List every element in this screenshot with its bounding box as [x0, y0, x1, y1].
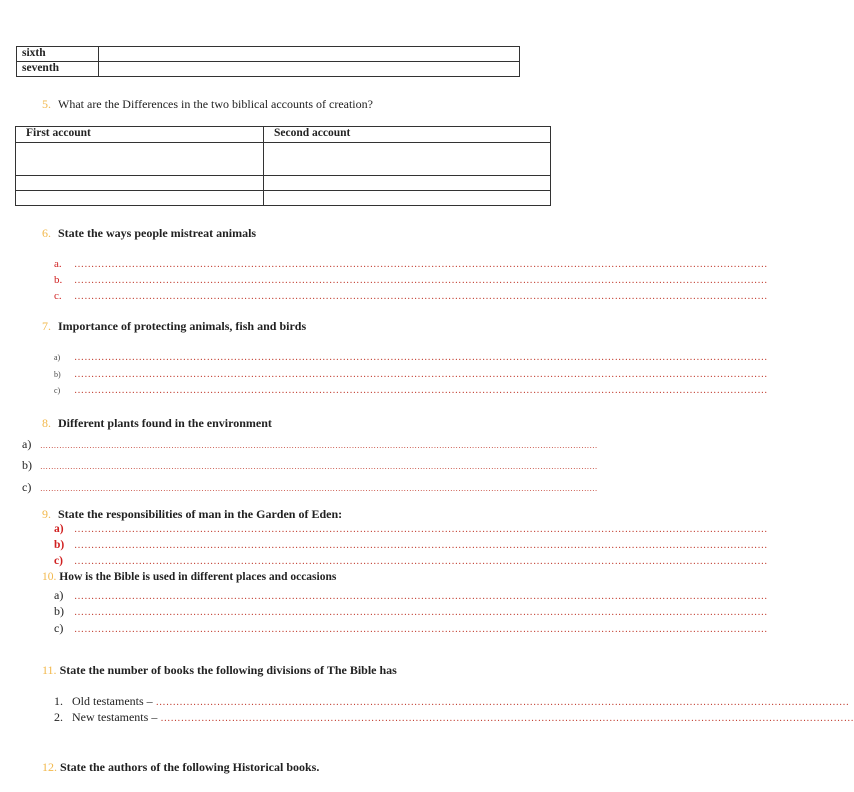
- dotted-line: ……………………………………………………………………………………………………………………………………………………………………………………: [74, 540, 768, 551]
- question-text: What are the Differences in the two biblical accounts of creation?: [58, 97, 373, 111]
- dotted-line: ……………………………………………………………………………………………………………………………………………………………………………………: [40, 462, 598, 471]
- question-number: 12.: [42, 760, 57, 774]
- blank-cell[interactable]: [99, 47, 520, 62]
- item-number: 2.: [54, 710, 63, 724]
- answer-line[interactable]: [22, 480, 598, 495]
- answer-line[interactable]: [54, 710, 854, 725]
- accounts-table: [15, 126, 551, 206]
- answer-label: a): [54, 588, 64, 602]
- answer-label: a): [54, 523, 64, 535]
- answer-label: c): [54, 386, 61, 395]
- column-header: First account: [16, 127, 264, 143]
- question-text: Importance of protecting animals, fish and birds: [58, 319, 307, 333]
- item-label: Old testaments –: [72, 694, 153, 708]
- question-12: [42, 760, 319, 775]
- table-header-row: [16, 127, 551, 143]
- answer-line[interactable]: [54, 539, 768, 551]
- answer-label: a): [54, 353, 61, 362]
- answer-line[interactable]: [22, 458, 598, 473]
- blank-cell[interactable]: [264, 191, 551, 206]
- question-number: 9.: [42, 507, 51, 521]
- table-row: [16, 143, 551, 176]
- dotted-line: ……………………………………………………………………………………………………………………………………………………………………………………: [74, 607, 768, 618]
- column-header: Second account: [264, 127, 551, 143]
- answer-line[interactable]: [54, 588, 768, 603]
- dotted-line: ……………………………………………………………………………………………………………………………………………………………………………………: [74, 369, 768, 380]
- question-number: 10.: [42, 571, 57, 583]
- question-9: [42, 507, 342, 522]
- dotted-line: ……………………………………………………………………………………………………………………………………………………………………………………: [74, 275, 768, 286]
- answer-label: b): [54, 604, 64, 618]
- answer-line[interactable]: [54, 274, 768, 286]
- answer-label: a): [22, 437, 32, 451]
- question-number: 11.: [42, 663, 57, 677]
- dotted-line: ……………………………………………………………………………………………………………………………………………………………………………………: [160, 713, 854, 724]
- question-text: State the responsibilities of man in the Garden of Eden:: [58, 507, 343, 521]
- answer-label: b): [22, 458, 32, 472]
- dotted-line: ……………………………………………………………………………………………………………………………………………………………………………………: [40, 441, 598, 450]
- answer-line[interactable]: [22, 437, 598, 452]
- answer-line[interactable]: [54, 621, 768, 636]
- question-text: Different plants found in the environment: [58, 416, 272, 430]
- question-5: [42, 97, 373, 112]
- blank-cell[interactable]: [264, 176, 551, 191]
- day-cell: sixth: [17, 47, 99, 62]
- day-cell: seventh: [17, 62, 99, 77]
- answer-line[interactable]: [54, 385, 768, 396]
- dotted-line: ……………………………………………………………………………………………………………………………………………………………………………………: [74, 524, 768, 535]
- answer-line[interactable]: [54, 694, 850, 709]
- blank-cell[interactable]: [16, 143, 264, 176]
- answer-label: b): [54, 539, 65, 551]
- question-6: [42, 226, 256, 241]
- item-number: 1.: [54, 694, 63, 708]
- question-number: 6.: [42, 226, 51, 240]
- table-row: [16, 191, 551, 206]
- answer-label: b.: [54, 274, 63, 286]
- answer-label: c): [54, 621, 64, 635]
- answer-label: a.: [54, 258, 62, 270]
- blank-cell[interactable]: [99, 62, 520, 77]
- table-row: [16, 176, 551, 191]
- dotted-line: ……………………………………………………………………………………………………………………………………………………………………………………: [40, 484, 598, 493]
- question-number: 7.: [42, 319, 51, 333]
- dotted-line: ……………………………………………………………………………………………………………………………………………………………………………………: [74, 352, 768, 363]
- answer-line[interactable]: [54, 290, 768, 302]
- blank-cell[interactable]: [264, 143, 551, 176]
- item-label: New testaments –: [72, 710, 158, 724]
- blank-cell[interactable]: [16, 176, 264, 191]
- answer-label: c): [54, 555, 63, 567]
- dotted-line: ……………………………………………………………………………………………………………………………………………………………………………………: [74, 624, 768, 635]
- question-number: 8.: [42, 416, 51, 430]
- answer-label: c.: [54, 290, 62, 302]
- table-row: [17, 62, 520, 77]
- blank-cell[interactable]: [16, 191, 264, 206]
- question-10: [42, 571, 336, 583]
- dotted-line: ……………………………………………………………………………………………………………………………………………………………………………………: [74, 556, 768, 567]
- question-number: 5.: [42, 97, 51, 111]
- answer-label: b): [54, 370, 61, 379]
- dotted-line: ……………………………………………………………………………………………………………………………………………………………………………………: [74, 385, 768, 396]
- table-row: [17, 47, 520, 62]
- days-table: [16, 46, 520, 77]
- question-text: State the number of books the following divisions of The Bible has: [59, 663, 397, 677]
- answer-line[interactable]: [54, 258, 768, 270]
- answer-line[interactable]: [54, 369, 768, 380]
- answer-line[interactable]: [54, 352, 768, 363]
- dotted-line: ……………………………………………………………………………………………………………………………………………………………………………………: [74, 259, 768, 270]
- question-text: How is the Bible is used in different places and occasions: [59, 571, 337, 583]
- answer-line[interactable]: [54, 604, 768, 619]
- dotted-line: ……………………………………………………………………………………………………………………………………………………………………………………: [155, 697, 850, 708]
- answer-line[interactable]: [54, 555, 768, 567]
- question-text: State the authors of the following Historical books.: [60, 760, 320, 774]
- question-text: State the ways people mistreat animals: [58, 226, 257, 240]
- question-8: [42, 416, 272, 431]
- answer-label: c): [22, 480, 32, 494]
- question-7: [42, 319, 306, 334]
- answer-line[interactable]: [54, 523, 768, 535]
- dotted-line: ……………………………………………………………………………………………………………………………………………………………………………………: [74, 591, 768, 602]
- question-11: [42, 663, 397, 678]
- dotted-line: ……………………………………………………………………………………………………………………………………………………………………………………: [74, 291, 768, 302]
